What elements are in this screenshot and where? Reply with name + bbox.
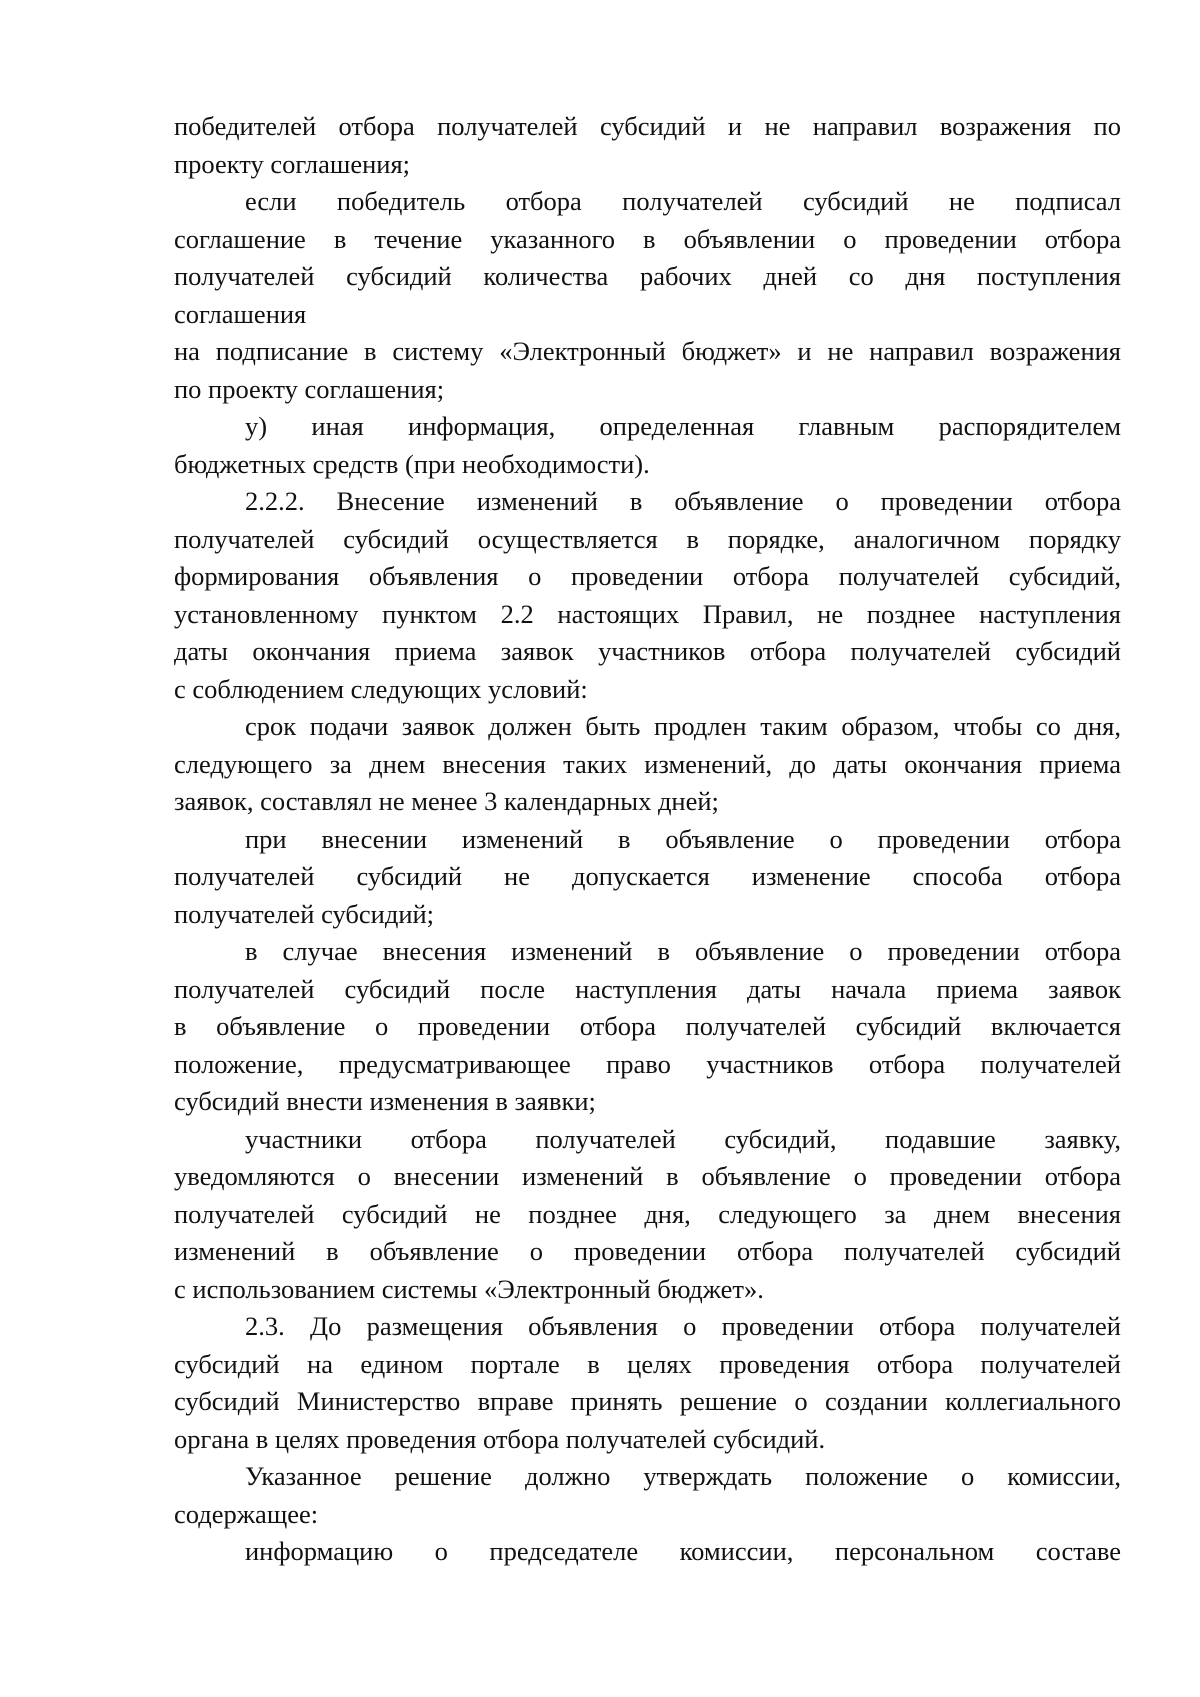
text-line: субсидий Министерство вправе принять решение о создании коллегиального	[174, 1386, 1121, 1416]
document-page	[174, 108, 1121, 1571]
text-line: по проекту соглашения;	[174, 373, 445, 404]
text-line: бюджетных средств (при необходимости).	[174, 448, 650, 479]
text-line: Указанное решение должно утверждать положение о комиссии,	[245, 1461, 1121, 1491]
text-line: информацию о председателе комиссии, персональном составе	[245, 1536, 1121, 1566]
text-line: уведомляются о внесении изменений в объявление о проведении отбора	[174, 1161, 1121, 1191]
text-line: установленному пунктом 2.2 настоящих Правил, не позднее наступления	[174, 598, 1121, 629]
text-line: если победитель отбора получателей субсидий не подписал	[245, 186, 1121, 216]
text-line: органа в целях проведения отбора получателей субсидий.	[174, 1423, 826, 1454]
text-line: с использованием системы «Электронный бюджет».	[174, 1273, 764, 1304]
text-line: получателей субсидий не допускается изменение способа отбора	[174, 861, 1121, 891]
text-line: субсидий на едином портале в целях проведения отбора получателей	[174, 1348, 1121, 1379]
text-line: у) иная информация, определенная главным распорядителем	[245, 411, 1121, 441]
text-line: в объявление о проведении отбора получателей субсидий включается	[174, 1011, 1121, 1041]
text-line: субсидий внести изменения в заявки;	[174, 1086, 596, 1116]
text-line: формирования объявления о проведении отбора получателей субсидий,	[174, 561, 1121, 591]
text-line: даты окончания приема заявок участников отбора получателей субсидий	[174, 636, 1121, 666]
text-line: получателей субсидий осуществляется в порядке, аналогичном порядку	[174, 523, 1121, 554]
text-line: проекту соглашения;	[174, 148, 411, 179]
text-line: получателей субсидий;	[174, 898, 435, 929]
text-line: заявок, составлял не менее 3 календарных дней;	[174, 786, 719, 816]
text-line: получателей субсидий не позднее дня, следующего за днем внесения	[174, 1198, 1121, 1229]
text-line: победителей отбора получателей субсидий и не направил возражения по	[174, 111, 1121, 141]
text-line: 2.3. До размещения объявления о проведении отбора получателей	[245, 1311, 1121, 1341]
text-line: положение, предусматривающее право участников отбора получателей	[174, 1048, 1121, 1079]
text-line: 2.2.2. Внесение изменений в объявление о проведении отбора	[245, 486, 1121, 516]
text-line: участники отбора получателей субсидий, подавшие заявку,	[245, 1123, 1121, 1154]
text-line: соглашение в течение указанного в объявлении о проведении отбора	[174, 223, 1121, 254]
text-line: в случае внесения изменений в объявление о проведении отбора	[245, 936, 1121, 966]
text-line: с соблюдением следующих условий:	[174, 673, 588, 704]
text-line: следующего за днем внесения таких изменений, до даты окончания приема	[174, 748, 1121, 779]
text-line: содержащее:	[174, 1498, 319, 1529]
text-line: соглашения	[174, 298, 307, 329]
text-line: при внесении изменений в объявление о проведении отбора	[245, 823, 1121, 854]
text-line: изменений в объявление о проведении отбора получателей субсидий	[174, 1236, 1121, 1266]
text-line: получателей субсидий после наступления даты начала приема заявок	[174, 973, 1121, 1004]
text-line: срок подачи заявок должен быть продлен таким образом, чтобы со дня,	[245, 711, 1121, 741]
text-line: на подписание в систему «Электронный бюджет» и не направил возражения	[174, 336, 1121, 366]
text-line: получателей субсидий количества рабочих дней со дня поступления	[174, 261, 1121, 291]
